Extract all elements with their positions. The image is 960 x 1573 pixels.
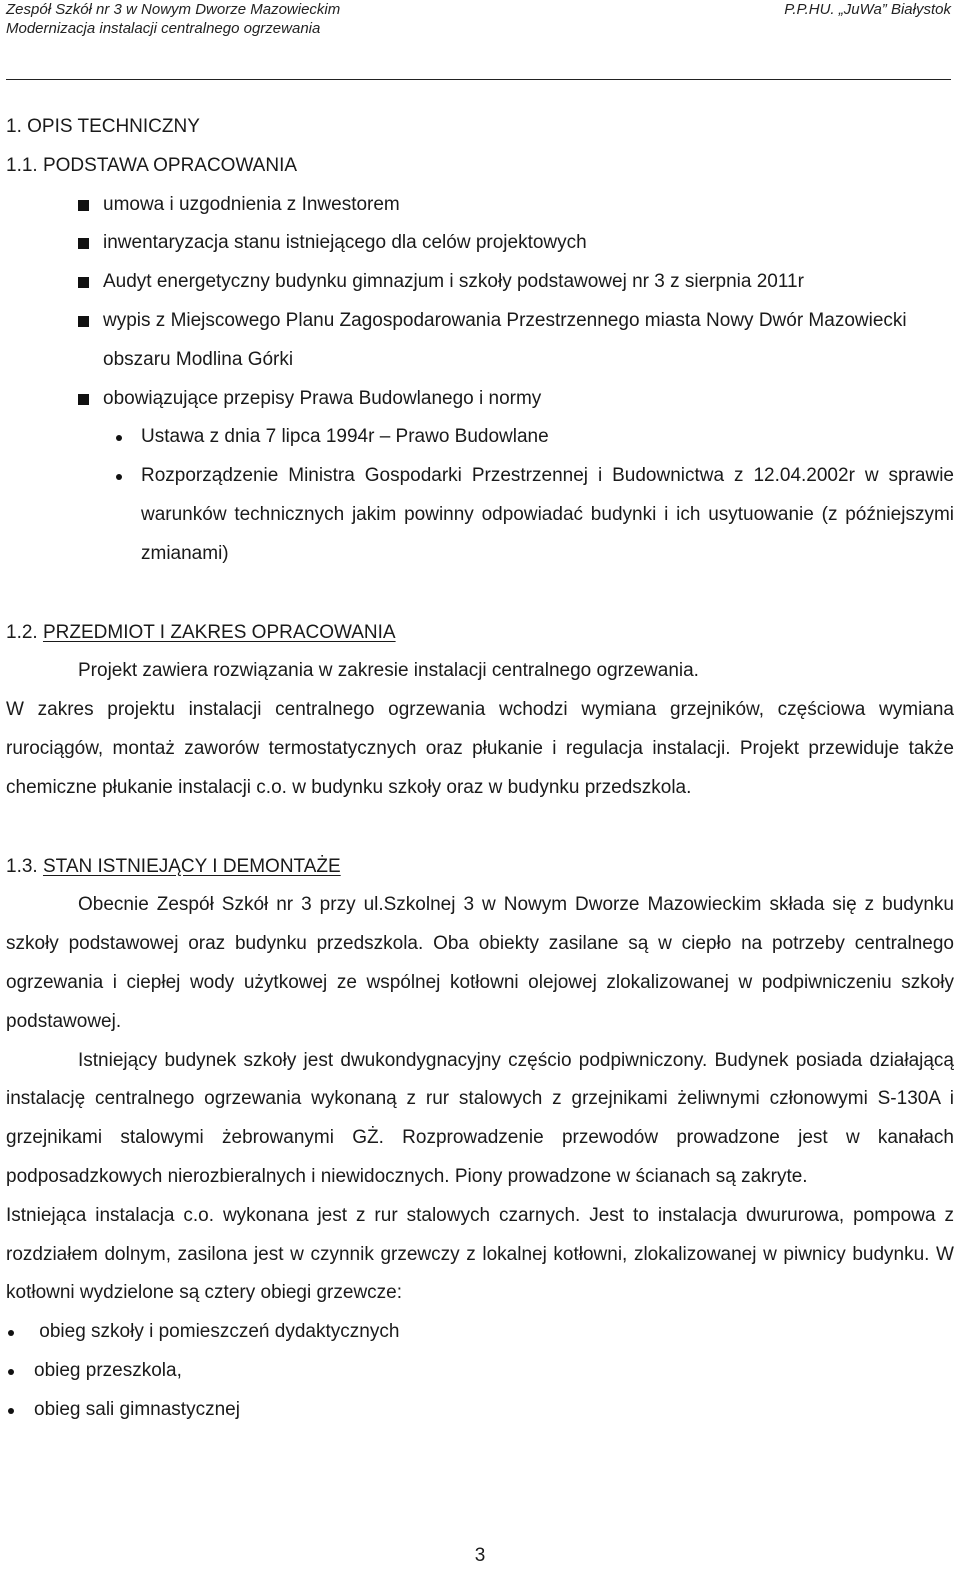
list-item: umowa i uzgodnienia z Inwestorem	[6, 186, 954, 225]
square-bullet-icon	[78, 238, 89, 249]
header-divider	[6, 79, 951, 80]
square-bullet-icon	[78, 200, 89, 211]
header-project-name: Zespół Szkół nr 3 w Nowym Dworze Mazowieckim	[6, 1, 341, 18]
round-bullet-icon	[116, 474, 122, 480]
list-item: inwentaryzacja stanu istniejącego dla celów projektowych	[6, 224, 954, 263]
round-bullet-icon	[116, 435, 122, 441]
list-item: Rozporządzenie Ministra Gospodarki Przestrzennej i Budownictwa z 12.04.2002r w sprawie warunków technicznych jakim powinny odpowiadać budynki i ich usytuowanie (z późniejszymi zmianami)	[6, 457, 954, 573]
paragraph: W zakres projektu instalacji centralnego ogrzewania wchodzi wymiana grzejników, częściowa wymiana rurociągów, montaż zaworów termostatycznych oraz płukanie i regulacja instalacji. Projekt przewiduje także chemiczne płukanie instalacji c.o. w budynku szkoły oraz w budynku przedszkola.	[6, 699, 954, 798]
page-header	[6, 0, 951, 84]
round-bullet-icon	[8, 1408, 14, 1414]
section-heading-1-3: 1.3. STAN ISTNIEJĄCY I DEMONTAŻE	[6, 855, 341, 877]
list-item: Ustawa z dnia 7 lipca 1994r – Prawo Budowlane	[6, 418, 954, 457]
list-item: Audyt energetyczny budynku gimnazjum i szkoły podstawowej nr 3 z sierpnia 2011r	[6, 263, 954, 302]
round-bullet-icon	[8, 1369, 14, 1375]
document-body	[6, 108, 954, 1430]
paragraph: Projekt zawiera rozwiązania w zakresie instalacji centralnego ogrzewania.	[78, 660, 699, 682]
paragraph: Istniejąca instalacja c.o. wykonana jest z rur stalowych czarnych. Jest to instalacja dwururowa, pompowa z rozdziałem dolnym, zasilona jest w czynnik grzewczy z lokalnej kotłowni, zlokalizowanej w piwnicy budynku. W kotłowni wydzielone są cztery obiegi grzewcze:	[6, 1204, 954, 1304]
regulations-list	[6, 418, 954, 573]
square-bullet-icon	[78, 316, 89, 327]
header-company: P.P.HU. „JuWa” Białystok	[784, 1, 951, 18]
heating-circuits-list	[6, 1313, 954, 1429]
list-item: obieg sali gimnastycznej	[6, 1391, 954, 1430]
paragraph: Obecnie Zespół Szkół nr 3 przy ul.Szkolnej 3 w Nowym Dworze Mazowieckim składa się z budynku szkoły podstawowej oraz budynku przedszkola. Oba obiekty zasilane są w ciepło na potrzeby centralnego ogrzewania i ciepłej wody użytkowej ze wspólnej kotłowni olejowej zlokalizowanej w podpiwniczeniu szkoły podstawowej.	[6, 894, 954, 1032]
list-item: obowiązujące przepisy Prawa Budowlanego i normy	[6, 380, 954, 419]
paragraph: Istniejący budynek szkoły jest dwukondygnacyjny częścio podpiwniczony. Budynek posiada działającą instalację centralnego ogrzewania wykonaną z rur stalowych z grzejnikami żeliwnymi członowymi S-130A i grzejnikami stalowymi żebrowanymi GŻ. Rozprowadzenie przewodów prowadzone jest w kanałach podposadzkowych nierozbieralnych i niewidocznych. Piony prowadzone w ścianach są zakryte.	[6, 1049, 954, 1187]
square-bullet-icon	[78, 394, 89, 405]
basis-list	[6, 186, 954, 419]
square-bullet-icon	[78, 277, 89, 288]
header-line-2	[6, 19, 951, 38]
list-item: wypis z Miejscowego Planu Zagospodarowania Przestrzennego miasta Nowy Dwór Mazowiecki obszaru Modlina Górki	[6, 302, 954, 380]
header-project-subject: Modernizacja instalacji centralnego ogrzewania	[6, 20, 321, 37]
round-bullet-icon	[8, 1330, 14, 1336]
list-item: obieg szkoły i pomieszczeń dydaktycznych	[6, 1313, 954, 1352]
section-heading-1: 1. OPIS TECHNICZNY	[6, 116, 200, 137]
list-item: obieg przeszkola,	[6, 1352, 954, 1391]
section-heading-1-2: 1.2. PRZEDMIOT I ZAKRES OPRACOWANIA	[6, 621, 396, 643]
page-number: 3	[474, 1545, 486, 1566]
section-heading-1-1: 1.1. PODSTAWA OPRACOWANIA	[6, 154, 298, 176]
header-line-1	[6, 0, 951, 19]
